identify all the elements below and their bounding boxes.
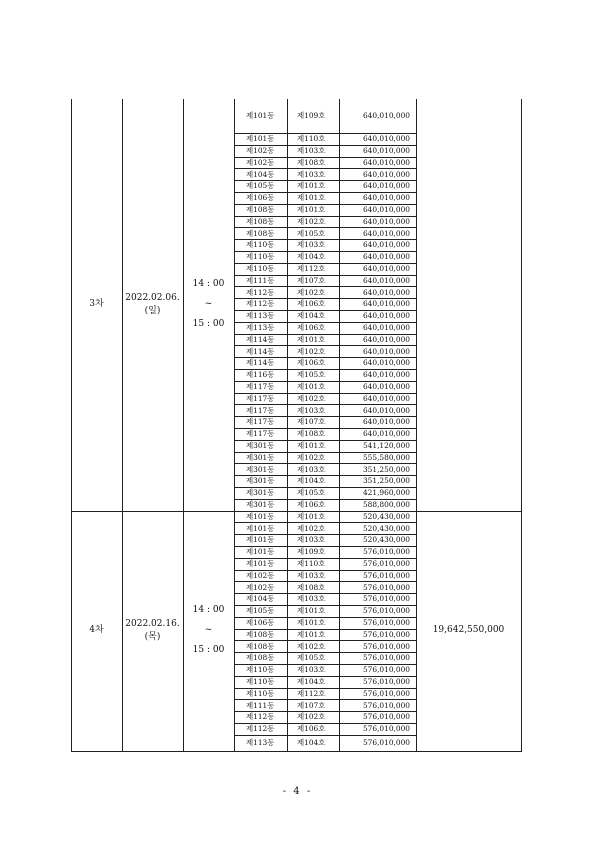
- minimum-bid-price: 576,010,000: [362, 653, 410, 663]
- building-number: 제101동: [246, 111, 275, 121]
- minimum-bid-price: 576,010,000: [362, 724, 410, 734]
- minimum-bid-price: 640,010,000: [362, 240, 410, 250]
- unit-number: 제104호: [297, 311, 326, 321]
- building-number: 제112동: [246, 724, 275, 734]
- building-number: 제105동: [246, 606, 275, 616]
- unit-number: 제102호: [297, 523, 326, 533]
- building-number: 제102동: [246, 145, 275, 155]
- building-number: 제301동: [246, 488, 275, 498]
- unit-number: 제112호: [297, 688, 326, 698]
- auction-day: (일): [144, 305, 161, 316]
- building-number: 제114동: [246, 334, 275, 344]
- building-number: 제114동: [246, 346, 275, 356]
- minimum-bid-price: 640,010,000: [362, 145, 410, 155]
- building-number: 제117동: [246, 381, 275, 391]
- minimum-bid-price: 576,010,000: [362, 688, 410, 698]
- unit-number: 제105호: [297, 488, 326, 498]
- unit-number: 제106호: [297, 322, 326, 332]
- column-divider: [71, 99, 72, 751]
- building-number: 제111동: [246, 275, 275, 285]
- unit-number: 제103호: [297, 145, 326, 155]
- time-start: 14 : 00: [192, 604, 225, 615]
- building-number: 제110동: [246, 665, 275, 675]
- minimum-bid-price: 576,010,000: [362, 629, 410, 639]
- unit-number: 제103호: [297, 169, 326, 179]
- minimum-bid-price: 576,010,000: [362, 606, 410, 616]
- building-number: 제102동: [246, 157, 275, 167]
- time-start: 14 : 00: [192, 278, 225, 289]
- unit-number: 제107호: [297, 417, 326, 427]
- unit-number: 제104호: [297, 476, 326, 486]
- minimum-bid-price: 576,010,000: [362, 547, 410, 557]
- building-number: 제114동: [246, 358, 275, 368]
- time-end: 15 : 00: [192, 318, 225, 329]
- round-label: 3차: [89, 298, 104, 309]
- minimum-bid-price: 576,010,000: [362, 617, 410, 627]
- building-number: 제117동: [246, 429, 275, 439]
- unit-number: 제101호: [297, 181, 326, 191]
- building-number: 제108동: [246, 216, 275, 226]
- minimum-bid-price: 421,960,000: [362, 488, 410, 498]
- minimum-bid-price: 640,010,000: [362, 393, 410, 403]
- building-number: 제301동: [246, 440, 275, 450]
- building-number: 제301동: [246, 464, 275, 474]
- minimum-bid-price: 520,430,000: [362, 523, 410, 533]
- minimum-bid-price: 640,010,000: [362, 381, 410, 391]
- round-label: 4차: [89, 624, 104, 635]
- building-number: 제110동: [246, 688, 275, 698]
- auction-date: 2022.02.16.: [125, 618, 180, 629]
- page-number: - 4 -: [282, 786, 313, 797]
- building-number: 제101동: [246, 511, 275, 521]
- building-number: 제108동: [246, 641, 275, 651]
- building-number: 제110동: [246, 676, 275, 686]
- unit-number: 제110호: [297, 134, 326, 144]
- minimum-bid-price: 576,010,000: [362, 737, 410, 747]
- minimum-bid-price: 555,580,000: [362, 452, 410, 462]
- minimum-bid-price: 640,010,000: [362, 204, 410, 214]
- column-divider: [122, 99, 123, 751]
- unit-number: 제110호: [297, 558, 326, 568]
- building-number: 제113동: [246, 311, 275, 321]
- minimum-bid-price: 588,800,000: [362, 499, 410, 509]
- minimum-bid-price: 640,010,000: [362, 252, 410, 262]
- minimum-bid-price: 640,010,000: [362, 157, 410, 167]
- minimum-bid-price: 640,010,000: [362, 322, 410, 332]
- unit-number: 제106호: [297, 724, 326, 734]
- unit-number: 제101호: [297, 334, 326, 344]
- minimum-bid-price: 520,430,000: [362, 511, 410, 521]
- building-number: 제301동: [246, 452, 275, 462]
- building-number: 제104동: [246, 169, 275, 179]
- minimum-bid-price: 576,010,000: [362, 665, 410, 675]
- unit-number: 제106호: [297, 299, 326, 309]
- minimum-bid-price: 640,010,000: [362, 216, 410, 226]
- unit-number: 제106호: [297, 499, 326, 509]
- building-number: 제112동: [246, 712, 275, 722]
- building-number: 제105동: [246, 181, 275, 191]
- unit-number: 제101호: [297, 440, 326, 450]
- minimum-bid-price: 640,010,000: [362, 275, 410, 285]
- building-number: 제106동: [246, 193, 275, 203]
- building-number: 제108동: [246, 228, 275, 238]
- unit-number: 제102호: [297, 216, 326, 226]
- minimum-bid-price: 576,010,000: [362, 641, 410, 651]
- minimum-bid-price: 520,430,000: [362, 535, 410, 545]
- minimum-bid-price: 640,010,000: [362, 287, 410, 297]
- total-amount: 19,642,550,000: [432, 624, 505, 635]
- unit-number: 제103호: [297, 594, 326, 604]
- building-number: 제113동: [246, 322, 275, 332]
- unit-number: 제112호: [297, 263, 326, 273]
- building-number: 제101동: [246, 134, 275, 144]
- building-number: 제113동: [246, 737, 275, 747]
- unit-number: 제109호: [297, 111, 326, 121]
- building-number: 제108동: [246, 629, 275, 639]
- minimum-bid-price: 576,010,000: [362, 582, 410, 592]
- minimum-bid-price: 640,010,000: [362, 169, 410, 179]
- building-number: 제110동: [246, 252, 275, 262]
- building-number: 제108동: [246, 653, 275, 663]
- building-number: 제101동: [246, 523, 275, 533]
- row-divider: [234, 735, 417, 736]
- unit-number: 제108호: [297, 582, 326, 592]
- building-number: 제101동: [246, 558, 275, 568]
- unit-number: 제104호: [297, 676, 326, 686]
- minimum-bid-price: 576,010,000: [362, 676, 410, 686]
- unit-number: 제105호: [297, 653, 326, 663]
- building-number: 제301동: [246, 499, 275, 509]
- time-end: 15 : 00: [192, 644, 225, 655]
- unit-number: 제103호: [297, 535, 326, 545]
- unit-number: 제107호: [297, 700, 326, 710]
- unit-number: 제103호: [297, 405, 326, 415]
- minimum-bid-price: 351,250,000: [362, 476, 410, 486]
- unit-number: 제104호: [297, 737, 326, 747]
- minimum-bid-price: 576,010,000: [362, 594, 410, 604]
- building-number: 제110동: [246, 263, 275, 273]
- minimum-bid-price: 640,010,000: [362, 358, 410, 368]
- minimum-bid-price: 640,010,000: [362, 111, 410, 121]
- unit-number: 제106호: [297, 358, 326, 368]
- building-number: 제101동: [246, 547, 275, 557]
- building-number: 제112동: [246, 299, 275, 309]
- minimum-bid-price: 576,010,000: [362, 700, 410, 710]
- unit-number: 제103호: [297, 464, 326, 474]
- unit-number: 제102호: [297, 641, 326, 651]
- minimum-bid-price: 640,010,000: [362, 370, 410, 380]
- unit-number: 제102호: [297, 346, 326, 356]
- building-number: 제112동: [246, 287, 275, 297]
- building-number: 제108동: [246, 204, 275, 214]
- unit-number: 제101호: [297, 617, 326, 627]
- unit-number: 제103호: [297, 665, 326, 675]
- minimum-bid-price: 640,010,000: [362, 228, 410, 238]
- minimum-bid-price: 576,010,000: [362, 570, 410, 580]
- minimum-bid-price: 640,010,000: [362, 405, 410, 415]
- building-number: 제106동: [246, 617, 275, 627]
- minimum-bid-price: 351,250,000: [362, 464, 410, 474]
- unit-number: 제102호: [297, 712, 326, 722]
- minimum-bid-price: 576,010,000: [362, 558, 410, 568]
- unit-number: 제102호: [297, 393, 326, 403]
- unit-number: 제101호: [297, 511, 326, 521]
- minimum-bid-price: 640,010,000: [362, 346, 410, 356]
- column-divider: [521, 99, 522, 751]
- unit-number: 제109호: [297, 547, 326, 557]
- building-number: 제111동: [246, 700, 275, 710]
- building-number: 제104동: [246, 594, 275, 604]
- building-number: 제102동: [246, 570, 275, 580]
- minimum-bid-price: 640,010,000: [362, 334, 410, 344]
- unit-number: 제101호: [297, 629, 326, 639]
- time-separator: ~: [204, 298, 213, 309]
- building-number: 제110동: [246, 240, 275, 250]
- unit-number: 제103호: [297, 240, 326, 250]
- minimum-bid-price: 576,010,000: [362, 712, 410, 722]
- unit-number: 제101호: [297, 381, 326, 391]
- building-number: 제117동: [246, 393, 275, 403]
- minimum-bid-price: 640,010,000: [362, 181, 410, 191]
- building-number: 제301동: [246, 476, 275, 486]
- time-separator: ~: [204, 624, 213, 635]
- unit-number: 제104호: [297, 252, 326, 262]
- unit-number: 제105호: [297, 228, 326, 238]
- minimum-bid-price: 640,010,000: [362, 299, 410, 309]
- minimum-bid-price: 640,010,000: [362, 429, 410, 439]
- unit-number: 제101호: [297, 606, 326, 616]
- unit-number: 제108호: [297, 157, 326, 167]
- unit-number: 제102호: [297, 287, 326, 297]
- table-bottom-border: [71, 751, 522, 752]
- minimum-bid-price: 640,010,000: [362, 193, 410, 203]
- minimum-bid-price: 640,010,000: [362, 263, 410, 273]
- unit-number: 제107호: [297, 275, 326, 285]
- unit-number: 제103호: [297, 570, 326, 580]
- unit-number: 제101호: [297, 193, 326, 203]
- minimum-bid-price: 640,010,000: [362, 134, 410, 144]
- unit-number: 제101호: [297, 204, 326, 214]
- unit-number: 제102호: [297, 452, 326, 462]
- unit-number: 제108호: [297, 429, 326, 439]
- building-number: 제117동: [246, 417, 275, 427]
- auction-day: (목): [144, 631, 161, 642]
- minimum-bid-price: 640,010,000: [362, 311, 410, 321]
- unit-number: 제105호: [297, 370, 326, 380]
- minimum-bid-price: 541,120,000: [362, 440, 410, 450]
- building-number: 제102동: [246, 582, 275, 592]
- auction-date: 2022.02.06.: [125, 292, 180, 303]
- building-number: 제117동: [246, 405, 275, 415]
- minimum-bid-price: 640,010,000: [362, 417, 410, 427]
- building-number: 제101동: [246, 535, 275, 545]
- building-number: 제116동: [246, 370, 275, 380]
